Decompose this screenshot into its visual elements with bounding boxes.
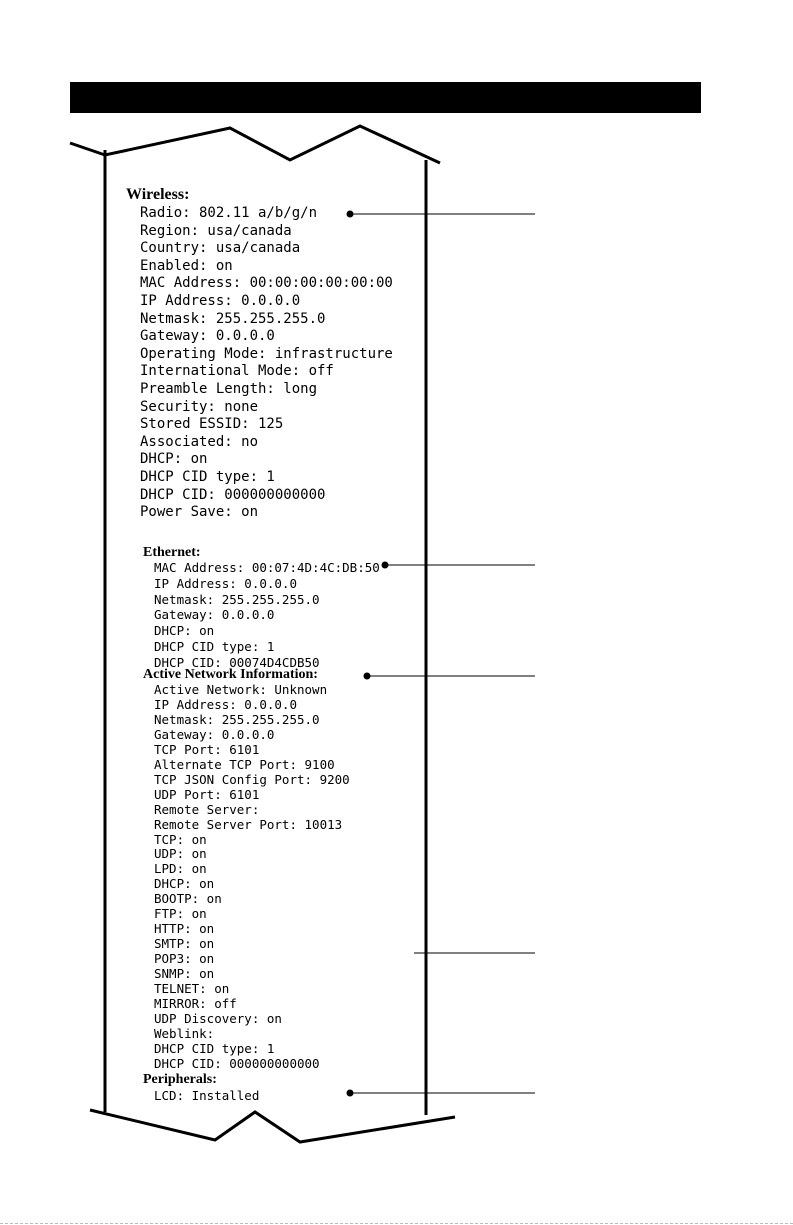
active-network-line: TCP Port: 6101 — [154, 741, 260, 757]
active-network-line: Netmask: 255.255.255.0 — [154, 711, 320, 727]
active-network-line: UDP Port: 6101 — [154, 786, 260, 802]
wireless-line: Associated: no — [140, 433, 259, 450]
active-network-line: IP Address: 0.0.0.0 — [154, 696, 297, 712]
active-network-line: Gateway: 0.0.0.0 — [154, 726, 275, 742]
ethernet-line: Netmask: 255.255.255.0 — [154, 591, 320, 607]
active-network-line: Active Network: Unknown — [154, 682, 328, 697]
active-network-line: TELNET: on — [154, 981, 230, 996]
active-network-line: POP3: on — [154, 951, 215, 967]
ethernet-line: MAC Address: 00:07:4D:4C:DB:50 — [154, 560, 380, 575]
active-network-line: UDP Discovery: on — [154, 1010, 282, 1026]
active-network-line: FTP: on — [154, 906, 207, 922]
peripherals-heading: Peripherals: — [143, 1072, 217, 1087]
wireless-line: Country: usa/canada — [140, 240, 301, 257]
active-network-line: TCP JSON Config Port: 9200 — [154, 771, 350, 787]
active-network-line: Alternate TCP Port: 9100 — [154, 756, 335, 772]
active-network-line: SMTP: on — [154, 936, 215, 952]
wireless-line: MAC Address: 00:00:00:00:00:00 — [140, 275, 393, 292]
wireless-line: Radio: 802.11 a/b/g/n — [140, 205, 318, 221]
wireless-line: DHCP CID: 000000000000 — [140, 486, 326, 503]
wireless-line: Operating Mode: infrastructure — [140, 345, 393, 362]
active-network-line: DHCP CID: 000000000000 — [154, 1055, 320, 1071]
wireless-line: Stored ESSID: 125 — [140, 416, 284, 433]
active-network-line: SNMP: on — [154, 966, 215, 982]
ethernet-line: IP Address: 0.0.0.0 — [154, 575, 297, 591]
active-network-line: Remote Server Port: 10013 — [154, 816, 343, 832]
wireless-line: International Mode: off — [140, 363, 334, 380]
wireless-line: Power Save: on — [140, 504, 259, 521]
wireless-line: Security: none — [140, 398, 259, 415]
ethernet-line: Gateway: 0.0.0.0 — [154, 607, 275, 623]
wireless-line: Preamble Length: long — [140, 381, 318, 397]
ethernet-heading: Ethernet: — [143, 545, 201, 560]
wireless-line: Enabled: on — [140, 257, 233, 274]
active-network-line: BOOTP: on — [154, 891, 222, 907]
wireless-line: Netmask: 255.255.255.0 — [140, 310, 326, 327]
wireless-line: Gateway: 0.0.0.0 — [140, 328, 275, 345]
peripherals-line: LCD: Installed — [154, 1088, 260, 1103]
active-network-line: MIRROR: off — [154, 995, 237, 1011]
wireless-line: DHCP CID type: 1 — [140, 469, 275, 485]
active-network-line: DHCP CID type: 1 — [154, 1040, 275, 1056]
ethernet-line: DHCP CID type: 1 — [154, 639, 275, 654]
active-network-line: UDP: on — [154, 846, 207, 862]
active-network-line: Remote Server: — [154, 801, 260, 817]
wireless-line: IP Address: 0.0.0.0 — [140, 293, 301, 309]
ethernet-line: DHCP CID: 00074D4CDB50 — [154, 654, 320, 670]
receipt-torn-bottom-edge — [90, 1110, 455, 1142]
active-network-line: Weblink: — [154, 1025, 215, 1041]
active-network-line: HTTP: on — [154, 921, 215, 937]
active-network-line: LPD: on — [154, 861, 207, 877]
receipt-torn-top-edge — [70, 126, 440, 163]
active-network-heading: Active Network Information: — [143, 667, 318, 682]
wireless-heading: Wireless: — [126, 186, 190, 203]
ethernet-line: DHCP: on — [154, 623, 215, 639]
wireless-line: DHCP: on — [140, 451, 208, 468]
active-network-line: TCP: on — [154, 831, 207, 847]
wireless-line: Region: usa/canada — [140, 222, 292, 239]
active-network-line: DHCP: on — [154, 876, 215, 892]
